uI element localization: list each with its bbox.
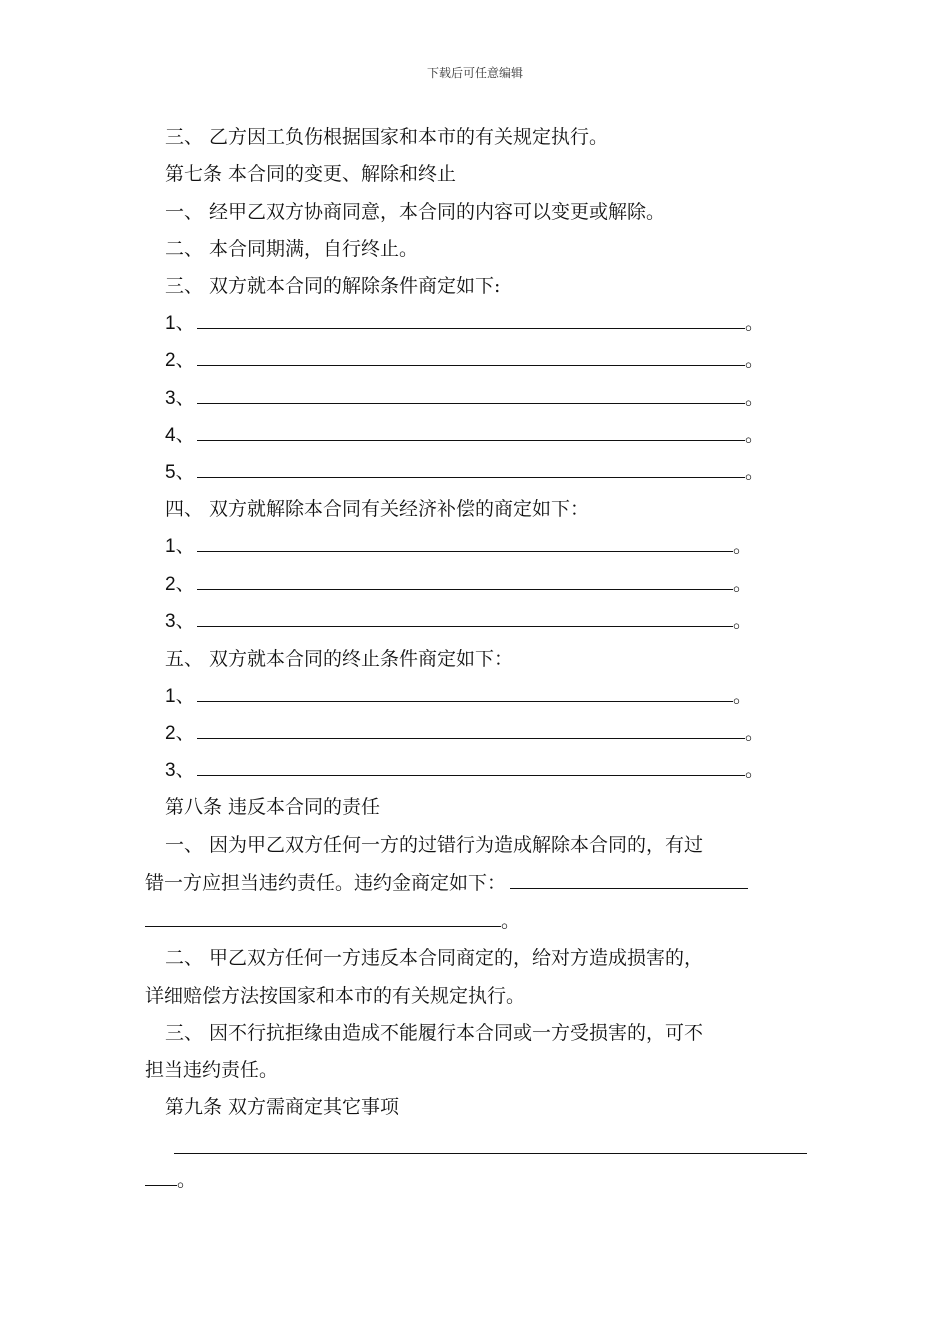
fill-line [165,385,764,412]
item-number: 3、 [165,611,195,632]
period: 。 [733,535,753,557]
item-number: 2、 [165,723,195,744]
item-number: 2、 [165,574,195,595]
period: 。 [733,685,753,707]
fill-line [165,720,764,747]
fill-line [165,422,764,449]
clause-line: 二、 本合同期满，自行终止。 [165,238,419,260]
fill-line [165,459,764,486]
clause-line: 一、 经甲乙双方协商同意，本合同的内容可以变更或解除。 [165,201,666,223]
item-number: 5、 [165,462,195,483]
fill-line [165,571,752,598]
blank-field[interactable] [197,422,745,441]
clause-line: 四、 双方就解除本合同有关经济补偿的商定如下： [165,498,590,520]
item-number: 1、 [165,536,195,557]
article-heading: 第八条 违反本合同的责任 [165,796,381,818]
blank-field[interactable] [197,608,733,627]
period: 。 [745,387,765,409]
period: 。 [733,573,753,595]
period: 。 [745,349,765,371]
blank-field[interactable] [174,1135,807,1154]
period: 。 [745,759,765,781]
clause-line: 五、 双方就本合同的终止条件商定如下： [165,648,514,670]
fill-line [165,533,752,560]
clause-line: 二、 甲乙双方任何一方违反本合同商定的，给对方造成损害的， [165,947,704,969]
clause-line: 三、 因不行抗拒缘由造成不能履行本合同或一方受损害的，可不 [165,1022,704,1044]
period: 。 [177,1169,197,1191]
blank-field[interactable] [197,720,745,739]
fill-line [145,908,520,934]
item-number: 3、 [165,388,195,409]
fill-line [145,1167,196,1193]
item-number: 1、 [165,313,195,334]
blank-field[interactable] [197,310,745,329]
blank-field[interactable] [510,870,748,889]
item-number: 2、 [165,350,195,371]
blank-field[interactable] [145,908,501,927]
period: 。 [745,424,765,446]
fill-line [165,310,764,337]
blank-field[interactable] [145,1167,177,1186]
period: 。 [745,312,765,334]
fill-line [165,683,752,710]
fill-line [165,757,764,784]
fill-line [165,347,764,374]
blank-field[interactable] [197,347,745,366]
blank-field[interactable] [197,385,745,404]
blank-field[interactable] [197,683,733,702]
blank-field[interactable] [197,459,745,478]
clause-line: 三、 乙方因工负伤根据国家和本市的有关规定执行。 [165,126,609,148]
article-heading: 第七条 本合同的变更、解除和终止 [165,163,457,185]
blank-field[interactable] [197,757,745,776]
fill-line [165,608,752,635]
blank-field[interactable] [197,571,733,590]
clause-line: 一、 因为甲乙双方任何一方的过错行为造成解除本合同的，有过 [165,834,704,856]
article-heading: 第九条 双方需商定其它事项 [165,1096,400,1118]
clause-line: 担当违约责任。 [145,1059,279,1081]
period: 。 [501,910,521,932]
item-number: 3、 [165,760,195,781]
fill-line [174,1135,807,1161]
clause-line: 详细赔偿方法按国家和本市的有关规定执行。 [145,985,526,1007]
clause-line [145,870,748,896]
clause-text: 错一方应担当违约责任。违约金商定如下： [145,872,507,894]
page-header: 下载后可任意编辑 [426,66,523,80]
period: 。 [745,461,765,483]
clause-line: 三、 双方就本合同的解除条件商定如下: [165,275,501,297]
item-number: 4、 [165,425,195,446]
blank-field[interactable] [197,533,733,552]
period: 。 [733,610,753,632]
period: 。 [745,722,765,744]
item-number: 1、 [165,686,195,707]
